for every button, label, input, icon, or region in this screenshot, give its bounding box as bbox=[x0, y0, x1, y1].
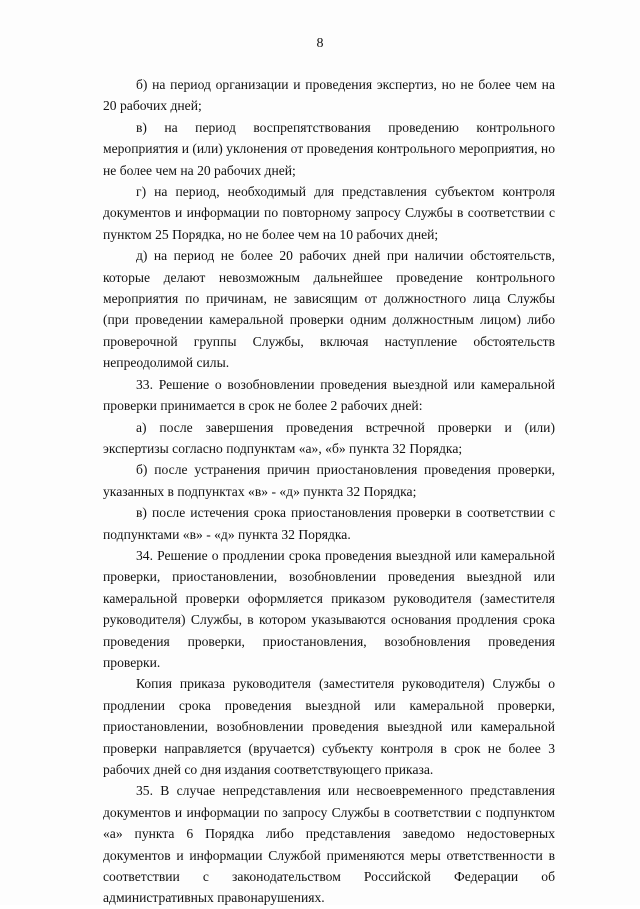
paragraph-33-a: а) после завершения проведения встречной проверки и (или) экспертизы согласно подпунктам «а», «б» пункта 32 Порядка; bbox=[103, 419, 555, 456]
paragraph-34-order-copy: Копия приказа руководителя (заместителя руководителя) Службы о продлении срока проведения выездной или камеральной проверки, приостановлении, возобновлении проведения выездной или камеральной проверки направляется (вручается) субъекту контроля в срок не более 3 рабочих дней со дня издания соответствующего приказа. bbox=[103, 676, 555, 777]
paragraph-b-examinations: б) на период организации и проведения экспертиз, но не более чем на 20 рабочих дней; bbox=[103, 77, 555, 114]
paragraph-34-extension: 34. Решение о продлении срока проведения выездной или камеральной проверки, приостановлении, возобновлении проведения выездной или камеральной проверки оформляется приказом руководителя (заместителя руководителя) Службы, в котором указываются основания продления срока проведения проверки, приостановления, возобновления проведения проверки. bbox=[103, 547, 555, 670]
paragraph-33-b: б) после устранения причин приостановления проведения проверки, указанных в подпунктах «в» - «д» пункта 32 Порядка; bbox=[103, 462, 555, 499]
paragraph-33-resumption: 33. Решение о возобновлении проведения выездной или камеральной проверки принимается в срок не более 2 рабочих дней: bbox=[103, 376, 555, 414]
paragraph-v-obstruction: в) на период воспрепятствования проведению контрольного мероприятия и (или) уклонения от проведения контрольного мероприятия, но не более чем на 20 рабочих дней; bbox=[103, 119, 555, 178]
document-body bbox=[103, 74, 555, 909]
paragraph-g-repeat-request: г) на период, необходимый для представления субъектом контроля документов и информации по повторному запросу Службы в соответствии с пунктом 25 Порядка, но не более чем на 10 рабочих дней; bbox=[103, 184, 555, 242]
paragraph-35-liability: 35. В случае непредставления или несвоевременного представления документов и информации по запросу Службы в соответствии с подпунктом «а» пункта 6 Порядка либо представления заведомо недостоверных документов и информации Службой применяются меры ответственности в соответствии с законодательством Российской Федерации об административных правонарушениях. bbox=[103, 783, 555, 906]
paragraph-d-force-majeure: д) на период не более 20 рабочих дней при наличии обстоятельств, которые делают невозможным дальнейшее проведение контрольного мероприятия по причинам, не зависящим от должностного лица Службы (при проведении камеральной проверки одним должностным лицом) либо проверочной группы Службы, включая наступление обстоятельств непреодолимой силы. bbox=[103, 248, 555, 371]
paragraph-33-v: в) после истечения срока приостановления проверки в соответствии с подпунктами «в» - «д» пункта 32 Порядка. bbox=[103, 505, 555, 542]
page-number: 8 bbox=[316, 36, 324, 51]
